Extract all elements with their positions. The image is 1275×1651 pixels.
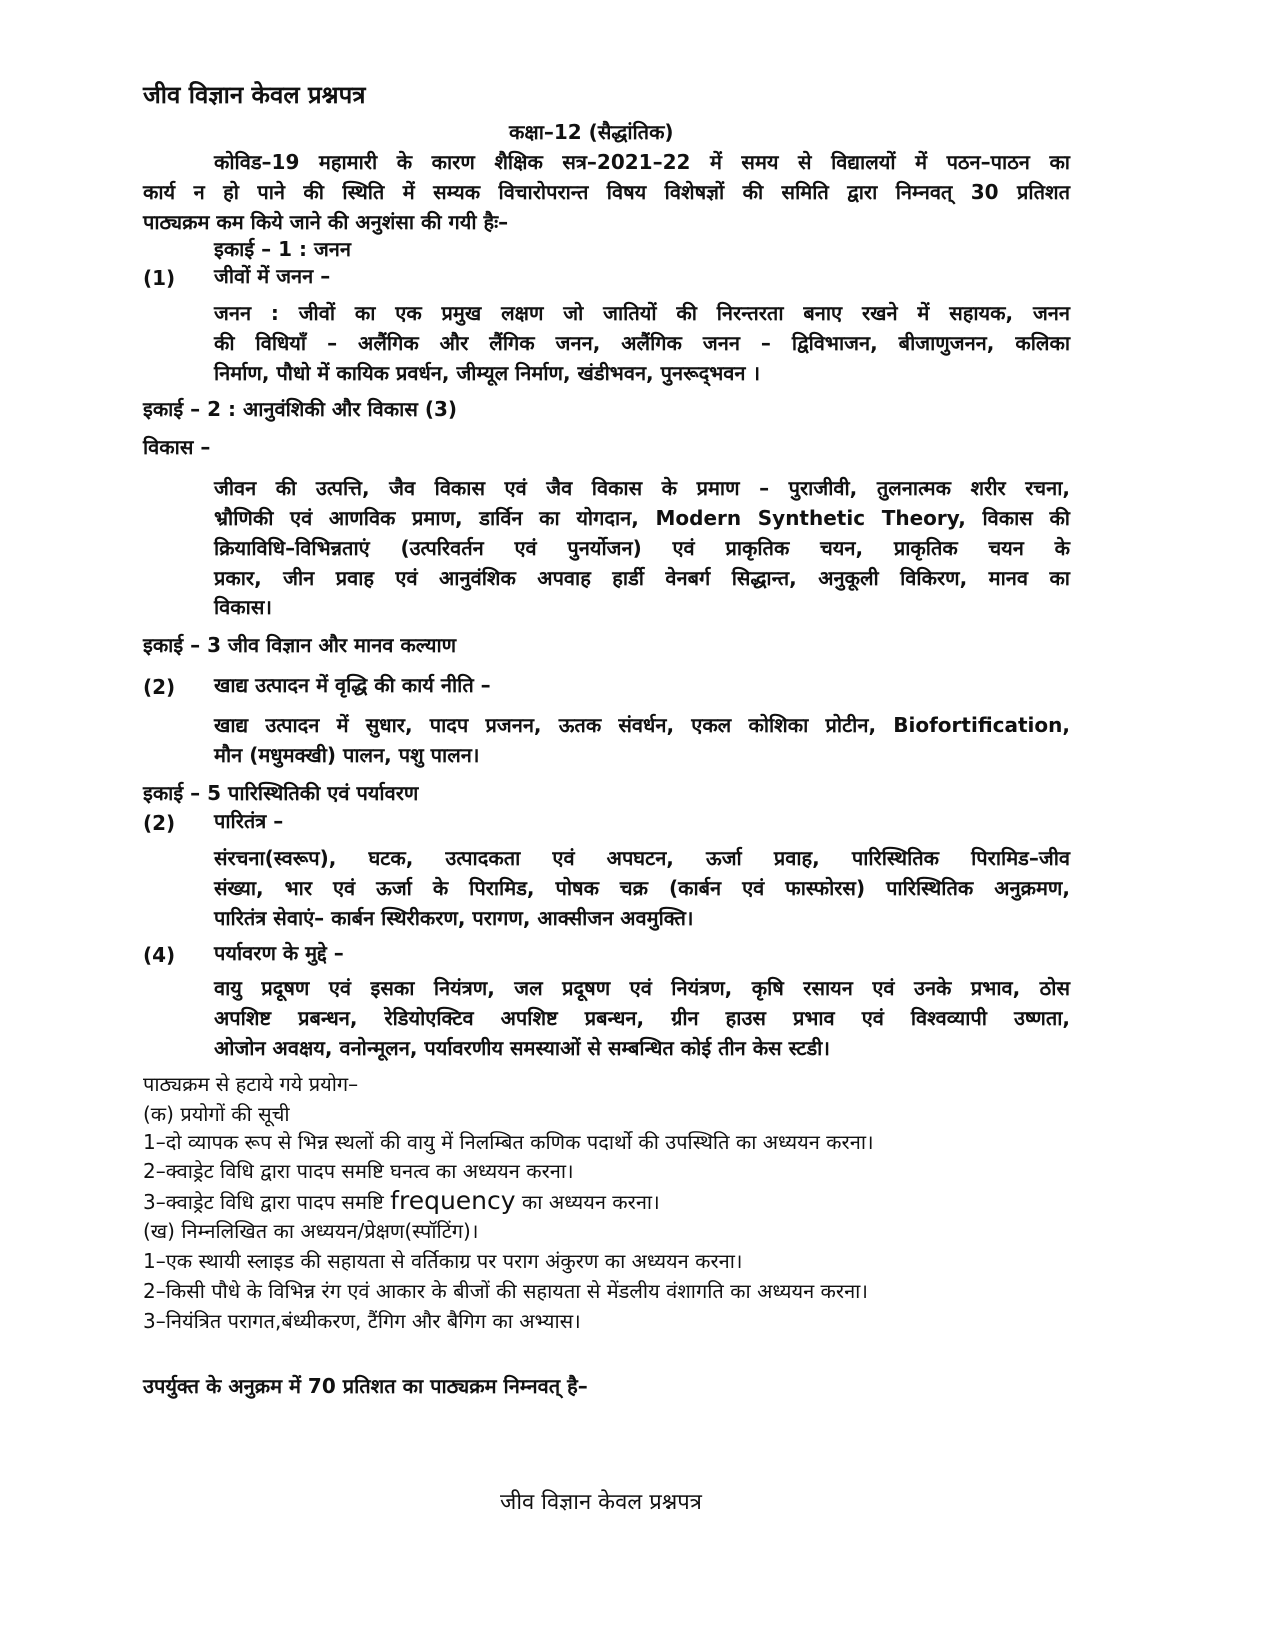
spotting-list-title: (ख) निम्नलिखित का अध्ययन/प्रेक्षण(स्पॉटिंग)।	[143, 1219, 479, 1243]
unit5-heading: इकाई – 5 पारिस्थितिकी एवं पर्यावरण	[143, 781, 419, 805]
removed-experiments-heading: पाठ्यक्रम से हटाये गये प्रयोग–	[143, 1072, 359, 1096]
unit1-body-line-3: निर्माण, पौधो में कायिक प्रवर्धन, जीम्यूल निर्माण, खंडीभवन, पुनरूद्‍भवन ।	[214, 361, 761, 385]
experiment-item-2: 2–क्वाड्रेट विधि द्वारा पादप समष्टि घनत्व का अध्ययन करना।	[143, 1159, 574, 1183]
footer-title: जीव विज्ञान केवल प्रश्नपत्र	[500, 1490, 702, 1515]
closing-statement: उपर्युक्त के अनुक्रम में 70 प्रतिशत का पाठ्यक्रम निम्नवत् है–	[143, 1374, 588, 1398]
intro-line-3: पाठ्यक्रम कम किये जाने की अनुशंसा की गयी हैः–	[143, 210, 509, 234]
frequency-word: frequency	[390, 1186, 516, 1215]
unit2-body-line-5: विकास।	[214, 595, 272, 619]
document-title: जीव विज्ञान केवल प्रश्नपत्र	[143, 81, 366, 109]
unit2-body-line-3: क्रियाविधि–विभिन्नताएं (उत्परिवर्तन एवं पुनर्योजन) एवं प्राकृतिक चयन, प्राकृतिक चयन के	[214, 536, 1070, 560]
class-subtitle: कक्षा–12 (सैद्धांतिक)	[509, 120, 674, 144]
spotting-item-2: 2–किसी पौधे के विभिन्न रंग एवं आकार के बीजों की सहायता से मेंडलीय वंशागति का अध्ययन करना।	[143, 1279, 868, 1303]
experiment-item-3-prefix: 3–क्वाड्रेट विधि द्वारा पादप समष्टि	[143, 1190, 391, 1214]
unit5-item1-number: (2)	[143, 811, 176, 835]
unit5-item2-body-line-3: ओजोन अवक्षय, वनोन्मूलन, पर्यावरणीय समस्याओं से सम्बन्धित कोई तीन केस स्टडी।	[214, 1036, 830, 1060]
intro-line-2: कार्य न हो पाने की स्थिति में सम्यक विचारोपरान्त विषय विशेषज्ञों की समिति द्वारा निम्नवत् 30 प्रतिशत	[143, 180, 1070, 204]
unit5-item2-body-line-1: वायु प्रदूषण एवं इसका नियंत्रण, जल प्रदूषण एवं नियंत्रण, कृषि रसायन एवं उनके प्रभाव, ठोस	[214, 976, 1070, 1000]
spotting-item-3: 3–नियंत्रित परागत,बंध्यीकरण, टैंगिग और बैगिग का अभ्यास।	[143, 1309, 581, 1333]
unit1-item-title: जीवों में जनन –	[214, 264, 331, 288]
unit3-body-line-1: खाद्य उत्पादन में सुधार, पादप प्रजनन, ऊतक संवर्धन, एकल कोशिका प्रोटीन, Biofortification,	[214, 713, 1070, 737]
experiments-list-title: (क) प्रयोगों की सूची	[143, 1102, 290, 1126]
intro-line-1: कोविड–19 महामारी के कारण शैक्षिक सत्र–2021–22 में समय से विद्यालयों में पठन–पाठन का	[214, 150, 1070, 174]
unit5-item1-body-line-1: संरचना(स्वरूप), घटक, उत्पादकता एवं अपघटन, ऊर्जा प्रवाह, पारिस्थितिक पिरामिड–जीव	[214, 846, 1070, 870]
unit1-body-line-1: जनन : जीवों का एक प्रमुख लक्षण जो जातियों की निरन्तरता बनाए रखने में सहायक, जनन	[214, 301, 1070, 325]
unit1-heading: इकाई – 1 : जनन	[214, 237, 351, 261]
spotting-item-1: 1–एक स्थायी स्लाइड की सहायता से वर्तिकाग्र पर पराग अंकुरण का अध्ययन करना।	[143, 1249, 743, 1273]
unit2-body-line-2: भ्रौणिकी एवं आणविक प्रमाण, डार्विन का योगदान, Modern Synthetic Theory, विकास की	[214, 506, 1070, 530]
unit1-item-number: (1)	[143, 266, 176, 290]
unit5-item1-body-line-3: पारितंत्र सेवाएं– कार्बन स्थिरीकरण, परागण, आक्सीजन अवमुक्ति।	[214, 906, 694, 930]
unit5-item2-title: पर्यावरण के मुद्दे –	[214, 941, 344, 965]
unit3-item-number: (2)	[143, 675, 176, 699]
unit3-heading: इकाई – 3 जीव विज्ञान और मानव कल्याण	[143, 633, 457, 657]
unit5-item2-number: (4)	[143, 943, 176, 967]
unit3-item-title: खाद्य उत्पादन में वृद्धि की कार्य नीति –	[214, 673, 491, 697]
unit5-item1-title: पारितंत्र –	[214, 809, 284, 833]
experiment-item-1: 1–दो व्यापक रूप से भिन्न स्थलों की वायु में निलम्बित कणिक पदार्थो की उपस्थिति का अध्ययन करना।	[143, 1130, 874, 1154]
unit2-body-line-1: जीवन की उत्पत्ति, जैव विकास एवं जैव विकास के प्रमाण – पुराजीवी, तुलनात्मक शरीर रचना,	[214, 476, 1070, 500]
unit3-body-line-2: मौन (मधुमक्खी) पालन, पशु पालन।	[214, 743, 480, 767]
unit2-subheading: विकास –	[143, 435, 211, 459]
experiment-item-3-suffix: का अध्ययन करना।	[515, 1190, 660, 1214]
unit1-body-line-2: की विधियाँ – अलैंगिक और लैंगिक जनन, अलैंगिक जनन – द्विविभाजन, बीजाणुजनन, कलिका	[214, 331, 1070, 355]
unit2-heading: इकाई – 2 : आनुवंशिकी और विकास (3)	[143, 397, 458, 421]
unit5-item2-body-line-2: अपशिष्ट प्रबन्धन, रेडियोएक्टिव अपशिष्ट प्रबन्धन, ग्रीन हाउस प्रभाव एवं विश्वव्यापी उष्णता,	[214, 1006, 1070, 1030]
unit2-body-line-4: प्रकार, जीन प्रवाह एवं आनुवंशिक अपवाह हार्डी वेनबर्ग सिद्धान्त, अनुकूली विकिरण, मानव का	[214, 566, 1070, 590]
unit5-item1-body-line-2: संख्या, भार एवं ऊर्जा के पिरामिड, पोषक चक्र (कार्बन एवं फास्फोरस) पारिस्थितिक अनुक्रमण,	[214, 876, 1070, 900]
experiment-item-3	[143, 1186, 660, 1217]
